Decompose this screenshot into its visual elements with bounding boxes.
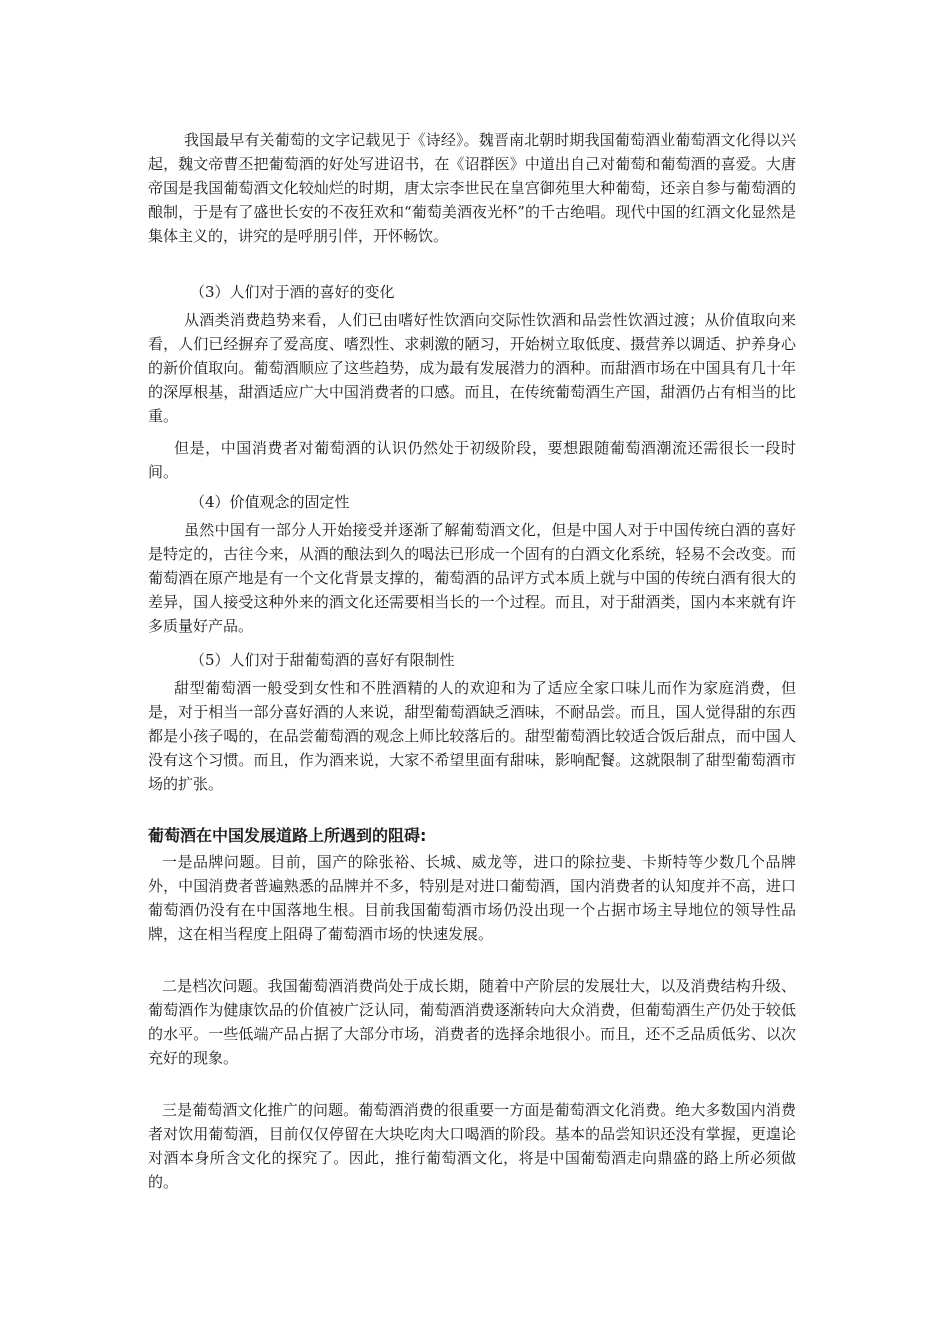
- subheading-3: （3）人们对于酒的喜好的变化: [190, 283, 395, 301]
- paragraph-sweet-wine: 甜型葡萄酒一般受到女性和不胜酒精的人的欢迎和为了适应全家口味儿而作为家庭消费，但是，对于相当一部分喜好酒的人来说，甜型葡萄酒缺乏酒味，不耐品尝。而且，国人觉得甜的东西都是小孩子喝的，在品尝葡萄酒的观念上师比较落后的。甜型葡萄酒比较适合饭后甜点，而中国人没有这个习惯。而且，作为酒来说，大家不希望里面有甜味，影响配餐。这就限制了甜型葡萄酒市场的扩张。: [148, 679, 796, 793]
- paragraph-history: 我国最早有关葡萄的文字记载见于《诗经》。魏晋南北朝时期我国葡萄酒业葡萄酒文化得以兴起，魏文帝曹丕把葡萄酒的好处写进诏书，在《诏群医》中道出自己对葡萄和葡萄酒的喜爱。大唐帝国是我国葡萄酒文化较灿烂的时期，唐太宗李世民在皇宫御苑里大种葡萄，还亲自参与葡萄酒的酿制，于是有了盛世长安的不夜狂欢和“葡萄美酒夜光杯”的千古绝唱。现代中国的红酒文化显然是集体主义的，讲究的是呼朋引伴，开怀畅饮。: [148, 131, 796, 245]
- subheading-5: （5）人们对于甜葡萄酒的喜好有限制性: [190, 651, 455, 669]
- subheading-4: （4）价值观念的固定性: [190, 493, 350, 511]
- paragraph-grade-issue: 二是档次问题。我国葡萄酒消费尚处于成长期，随着中产阶层的发展壮大，以及消费结构升级、葡萄酒作为健康饮品的价值被广泛认同，葡萄酒消费逐渐转向大众消费，但葡萄酒生产仍处于较低的水平。一些低端产品占据了大部分市场，消费者的选择余地很小。而且，还不乏品质低劣、以次充好的现象。: [148, 977, 796, 1067]
- paragraph-brand-issue: 一是品牌问题。目前，国产的除张裕、长城、威龙等，进口的除拉斐、卡斯特等少数几个品牌外，中国消费者普遍熟悉的品牌并不多，特别是对进口葡萄酒，国内消费者的认知度并不高，进口葡萄酒仍没有在中国落地生根。目前我国葡萄酒市场仍没出现一个占据市场主导地位的领导性品牌，这在相当程度上阻碍了葡萄酒市场的快速发展。: [148, 853, 796, 943]
- paragraph-culture-issue: 三是葡萄酒文化推广的问题。葡萄酒消费的很重要一方面是葡萄酒文化消费。绝大多数国内消费者对饮用葡萄酒，目前仅仅停留在大块吃肉大口喝酒的阶段。基本的品尝知识还没有掌握，更遑论对酒本身所含文化的探究了。因此，推行葡萄酒文化，将是中国葡萄酒走向鼎盛的路上所必须做的。: [148, 1101, 796, 1191]
- section-heading-obstacles: 葡萄酒在中国发展道路上所遇到的阻碍:: [148, 826, 427, 845]
- paragraph-values: 虽然中国有一部分人开始接受并逐渐了解葡萄酒文化，但是中国人对于中国传统白酒的喜好是特定的，古往今来，从酒的酿法到久的喝法已形成一个固有的白酒文化系统，轻易不会改变。而葡萄酒在原产地是有一个文化背景支撑的，葡萄酒的品评方式本质上就与中国的传统白酒有很大的差异，国人接受这种外来的酒文化还需要相当长的一个过程。而且，对于甜酒类，国内本来就有许多质量好产品。: [148, 521, 796, 635]
- paragraph-drinking-trend: 从酒类消费趋势来看，人们已由嗜好性饮酒向交际性饮酒和品尝性饮酒过渡；从价值取向来看，人们已经摒弃了爱高度、嗜烈性、求刺激的陋习，开始树立取低度、摄营养以调适、护养身心的新价值取向。葡萄酒顺应了这些趋势，成为最有发展潜力的酒种。而甜酒市场在中国具有几十年的深厚根基，甜酒适应广大中国消费者的口感。而且，在传统葡萄酒生产国，甜酒仍占有相当的比重。: [148, 311, 796, 425]
- paragraph-consumer-awareness: 但是，中国消费者对葡萄酒的认识仍然处于初级阶段，要想跟随葡萄酒潮流还需很长一段时间。: [148, 439, 796, 481]
